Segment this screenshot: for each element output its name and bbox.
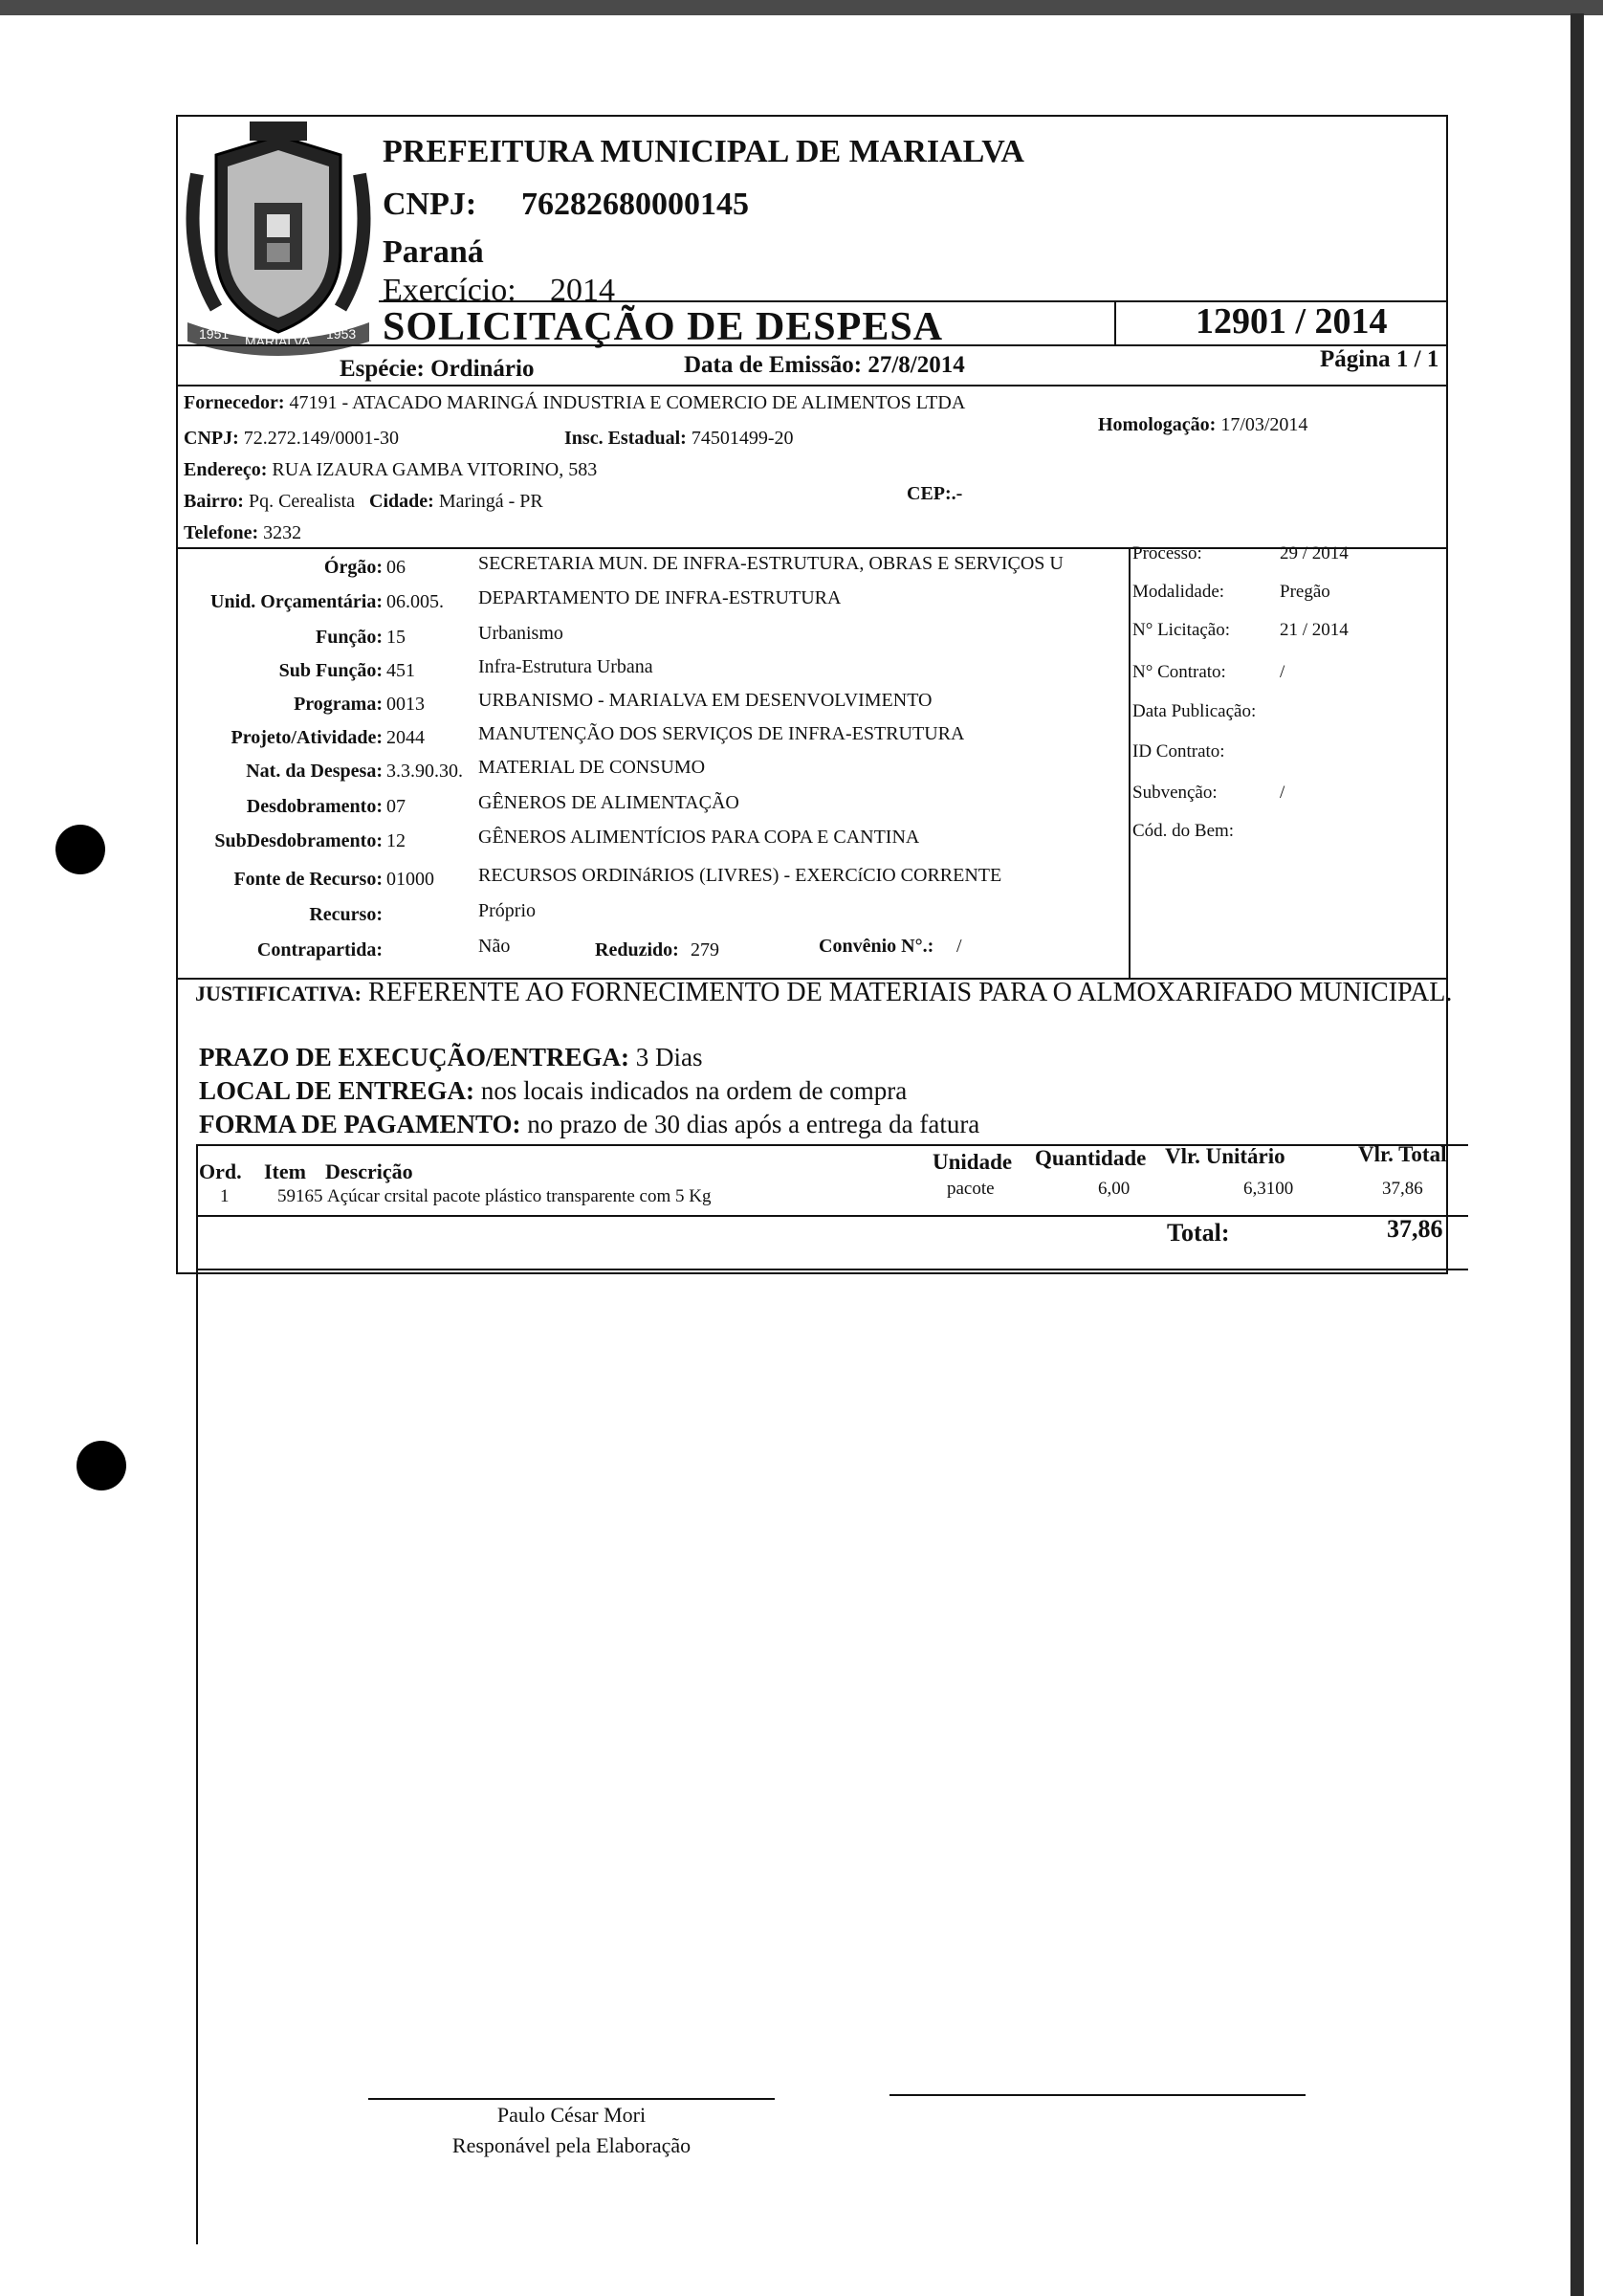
cidade-value: Maringá - PR — [438, 491, 543, 512]
dotacao-label — [134, 557, 383, 579]
pagina: Página 1 / 1 — [1320, 346, 1439, 372]
insc-estadual-value: 74501499-20 — [691, 428, 794, 449]
reduzido-label: Reduzido: — [595, 939, 679, 960]
forma-value: no prazo de 30 dias após a entrega da fatura — [527, 1110, 980, 1138]
dotacao-label — [134, 591, 383, 613]
dotacao-description: Próprio — [478, 900, 536, 921]
col-descricao: Descrição — [325, 1159, 413, 1183]
processo-label: N° Contrato: — [1132, 662, 1226, 682]
processo-label: Processo: — [1132, 543, 1202, 563]
item-unidade: pacote — [947, 1179, 995, 1199]
dotacao-description: RECURSOS ORDINáRIOS (LIVRES) - EXERCíCIO CORRENTE — [478, 865, 1002, 886]
processo-value: Pregão — [1280, 582, 1330, 602]
item-descricao: Açúcar crsital pacote plástico transparente com 5 Kg — [327, 1186, 712, 1206]
justificativa-line — [195, 978, 1452, 1008]
endereco-value: RUA IZAURA GAMBA VITORINO, 583 — [272, 459, 598, 480]
dotacao-label — [134, 694, 383, 716]
endereco-line — [184, 459, 597, 481]
dotacao-code: 451 — [386, 660, 415, 681]
forma-line — [199, 1110, 979, 1139]
item-item: 59165 — [277, 1186, 323, 1206]
processo-value: 21 / 2014 — [1280, 620, 1349, 640]
dotacao-code: 0013 — [386, 694, 425, 715]
bairro-value: Pq. Cerealista — [248, 491, 356, 512]
item-ord: 1 — [220, 1186, 230, 1206]
dotacao-description: GÊNEROS DE ALIMENTAÇÃO — [478, 792, 739, 813]
reduzido-value: 279 — [691, 939, 719, 960]
dotacao-label-text: Nat. da Despesa: — [246, 761, 383, 782]
dotacao-description: GÊNEROS ALIMENTÍCIOS PARA COPA E CANTINA — [478, 827, 920, 848]
dotacao-code: 06.005. — [386, 591, 444, 612]
state-name: Paraná — [383, 234, 484, 270]
dotacao-description: SECRETARIA MUN. DE INFRA-ESTRUTURA, OBRAS E SERVIÇOS U — [478, 553, 1064, 574]
telefone-label: Telefone: — [184, 522, 259, 543]
fornecedor-cnpj-label: CNPJ: — [184, 428, 239, 449]
col-quantidade: Quantidade — [1035, 1146, 1147, 1170]
convenio-label: Convênio N°.: — [819, 936, 934, 957]
bairro-line — [184, 491, 543, 513]
dotacao-code: 15 — [386, 627, 406, 648]
dotacao-label — [134, 660, 383, 682]
prazo-line — [199, 1043, 703, 1072]
dotacao-label — [134, 796, 383, 818]
homologacao-label: Homologação: — [1098, 414, 1217, 435]
convenio-value: / — [956, 936, 962, 957]
document-title: SOLICITAÇÃO DE DESPESA — [383, 305, 944, 349]
dotacao-label-text: Fonte de Recurso: — [233, 869, 383, 890]
fornecedor-line — [184, 392, 965, 414]
processo-label: Cód. do Bem: — [1132, 821, 1235, 841]
dotacao-description: DEPARTAMENTO DE INFRA-ESTRUTURA — [478, 587, 842, 608]
col-item: Item — [264, 1159, 306, 1183]
dotacao-label-text: Contrapartida: — [256, 939, 383, 960]
dotacao-label-text: SubDesdobramento: — [214, 830, 383, 851]
processo-label: Modalidade: — [1132, 582, 1225, 602]
insc-estadual-label: Insc. Estadual: — [564, 428, 687, 449]
dotacao-code: 01000 — [386, 869, 434, 890]
telefone-value: 3232 — [263, 522, 302, 543]
data-emissao: Data de Emissão: 27/8/2014 — [684, 352, 965, 378]
processo-value: / — [1280, 662, 1285, 682]
municipal-seal — [178, 117, 379, 356]
dotacao-label — [134, 869, 383, 891]
signature-name: Paulo César Mori — [496, 2103, 647, 2127]
dotacao-label — [134, 904, 383, 926]
signature-line-left — [368, 2098, 775, 2100]
justificativa-label: JUSTIFICATIVA: — [195, 982, 362, 1005]
scan-right-edge — [1570, 13, 1584, 2296]
fornecedor-cnpj-value: 72.272.149/0001-30 — [243, 428, 399, 449]
telefone-line — [184, 522, 301, 544]
total-value: 37,86 — [1387, 1215, 1443, 1243]
cidade-label: Cidade: — [369, 491, 434, 512]
fornecedor-cnpj-line — [184, 428, 399, 450]
seal-year-left: 1951 — [199, 326, 230, 342]
insc-estadual-line — [564, 428, 793, 450]
prazo-value: 3 Dias — [635, 1043, 703, 1071]
dotacao-label — [134, 830, 383, 852]
local-line — [199, 1076, 907, 1106]
dotacao-description: MATERIAL DE CONSUMO — [478, 757, 706, 778]
item-vlr-total: 37,86 — [1382, 1179, 1423, 1199]
justificativa-value: REFERENTE AO FORNECIMENTO DE MATERIAIS PARA O ALMOXARIFADO MUNICIPAL. — [368, 978, 1453, 1007]
dotacao-description: URBANISMO - MARIALVA EM DESENVOLVIMENTO — [478, 690, 933, 711]
dotacao-label-text: Sub Função: — [278, 660, 383, 681]
dotacao-code: 3.3.90.30. — [386, 761, 463, 782]
document-number: 12901 / 2014 — [1196, 301, 1388, 342]
homologacao-line — [1098, 414, 1307, 436]
municipality-title: PREFEITURA MUNICIPAL DE MARIALVA — [383, 134, 1024, 169]
seal-year-right: 1953 — [326, 326, 357, 342]
total-label: Total: — [1167, 1219, 1230, 1247]
signature-line-right — [889, 2094, 1306, 2096]
fornecedor-label: Fornecedor: — [184, 392, 285, 413]
processo-value: / — [1280, 783, 1285, 803]
dotacao-label — [134, 727, 383, 749]
item-vlr-unitario: 6,3100 — [1243, 1179, 1294, 1199]
signature-role: Responável pela Elaboração — [451, 2133, 692, 2157]
dotacao-label-text: Recurso: — [309, 904, 383, 925]
processo-label: Subvenção: — [1132, 783, 1218, 803]
processo-label: N° Licitação: — [1132, 620, 1231, 640]
exercicio-value: 2014 — [550, 273, 615, 308]
endereco-label: Endereço: — [184, 459, 268, 480]
punch-hole-top — [55, 825, 105, 874]
processo-label: ID Contrato: — [1132, 741, 1225, 762]
processo-value: 29 / 2014 — [1280, 543, 1349, 563]
dotacao-code: 07 — [386, 796, 406, 817]
dotacao-label — [134, 939, 383, 961]
processo-label: Data Publicação: — [1132, 701, 1257, 721]
dotacao-label — [134, 761, 383, 783]
exercicio-label: Exercício: — [383, 273, 516, 308]
seal-city-name: MARIALVA — [245, 334, 311, 349]
col-unidade: Unidade — [933, 1150, 1013, 1174]
col-vlr-unitario: Vlr. Unitário — [1165, 1144, 1285, 1168]
cnpj-value: 76282680000145 — [521, 187, 749, 222]
col-vlr-total: Vlr. Total — [1358, 1142, 1447, 1166]
dotacao-label-text: Órgão: — [323, 557, 383, 578]
punch-hole-bottom — [77, 1441, 126, 1490]
col-ord: Ord. — [199, 1159, 242, 1183]
local-label: LOCAL DE ENTREGA: — [199, 1076, 475, 1105]
dotacao-description: Infra-Estrutura Urbana — [478, 656, 653, 677]
especie: Espécie: Ordinário — [340, 356, 535, 382]
dotacao-description: Urbanismo — [478, 623, 563, 644]
dotacao-description: MANUTENÇÃO DOS SERVIÇOS DE INFRA-ESTRUTURA — [478, 723, 965, 744]
dotacao-label-text: Desdobramento: — [246, 796, 383, 817]
dotacao-label-text: Programa: — [294, 694, 383, 715]
dotacao-description: Não — [478, 936, 511, 957]
scan-top-edge — [0, 0, 1603, 15]
homologacao-value: 17/03/2014 — [1220, 414, 1308, 435]
item-quantidade: 6,00 — [1098, 1179, 1131, 1199]
dotacao-label-text: Projeto/Atividade: — [231, 727, 383, 748]
dotacao-label — [134, 627, 383, 649]
forma-label: FORMA DE PAGAMENTO: — [199, 1110, 521, 1138]
fornecedor-value: 47191 - ATACADO MARINGÁ INDUSTRIA E COMERCIO DE ALIMENTOS LTDA — [289, 392, 966, 413]
cnpj-label: CNPJ: — [383, 187, 477, 222]
dotacao-code: 12 — [386, 830, 406, 851]
dotacao-label-text: Unid. Orçamentária: — [210, 591, 383, 612]
local-value: nos locais indicados na ordem de compra — [480, 1076, 908, 1105]
cep-label: CEP:.- — [907, 483, 963, 504]
dotacao-code: 06 — [386, 557, 406, 578]
dotacao-code: 2044 — [386, 727, 425, 748]
dotacao-label-text: Função: — [316, 627, 383, 648]
bairro-label: Bairro: — [184, 491, 244, 512]
prazo-label: PRAZO DE EXECUÇÃO/ENTREGA: — [199, 1043, 630, 1071]
